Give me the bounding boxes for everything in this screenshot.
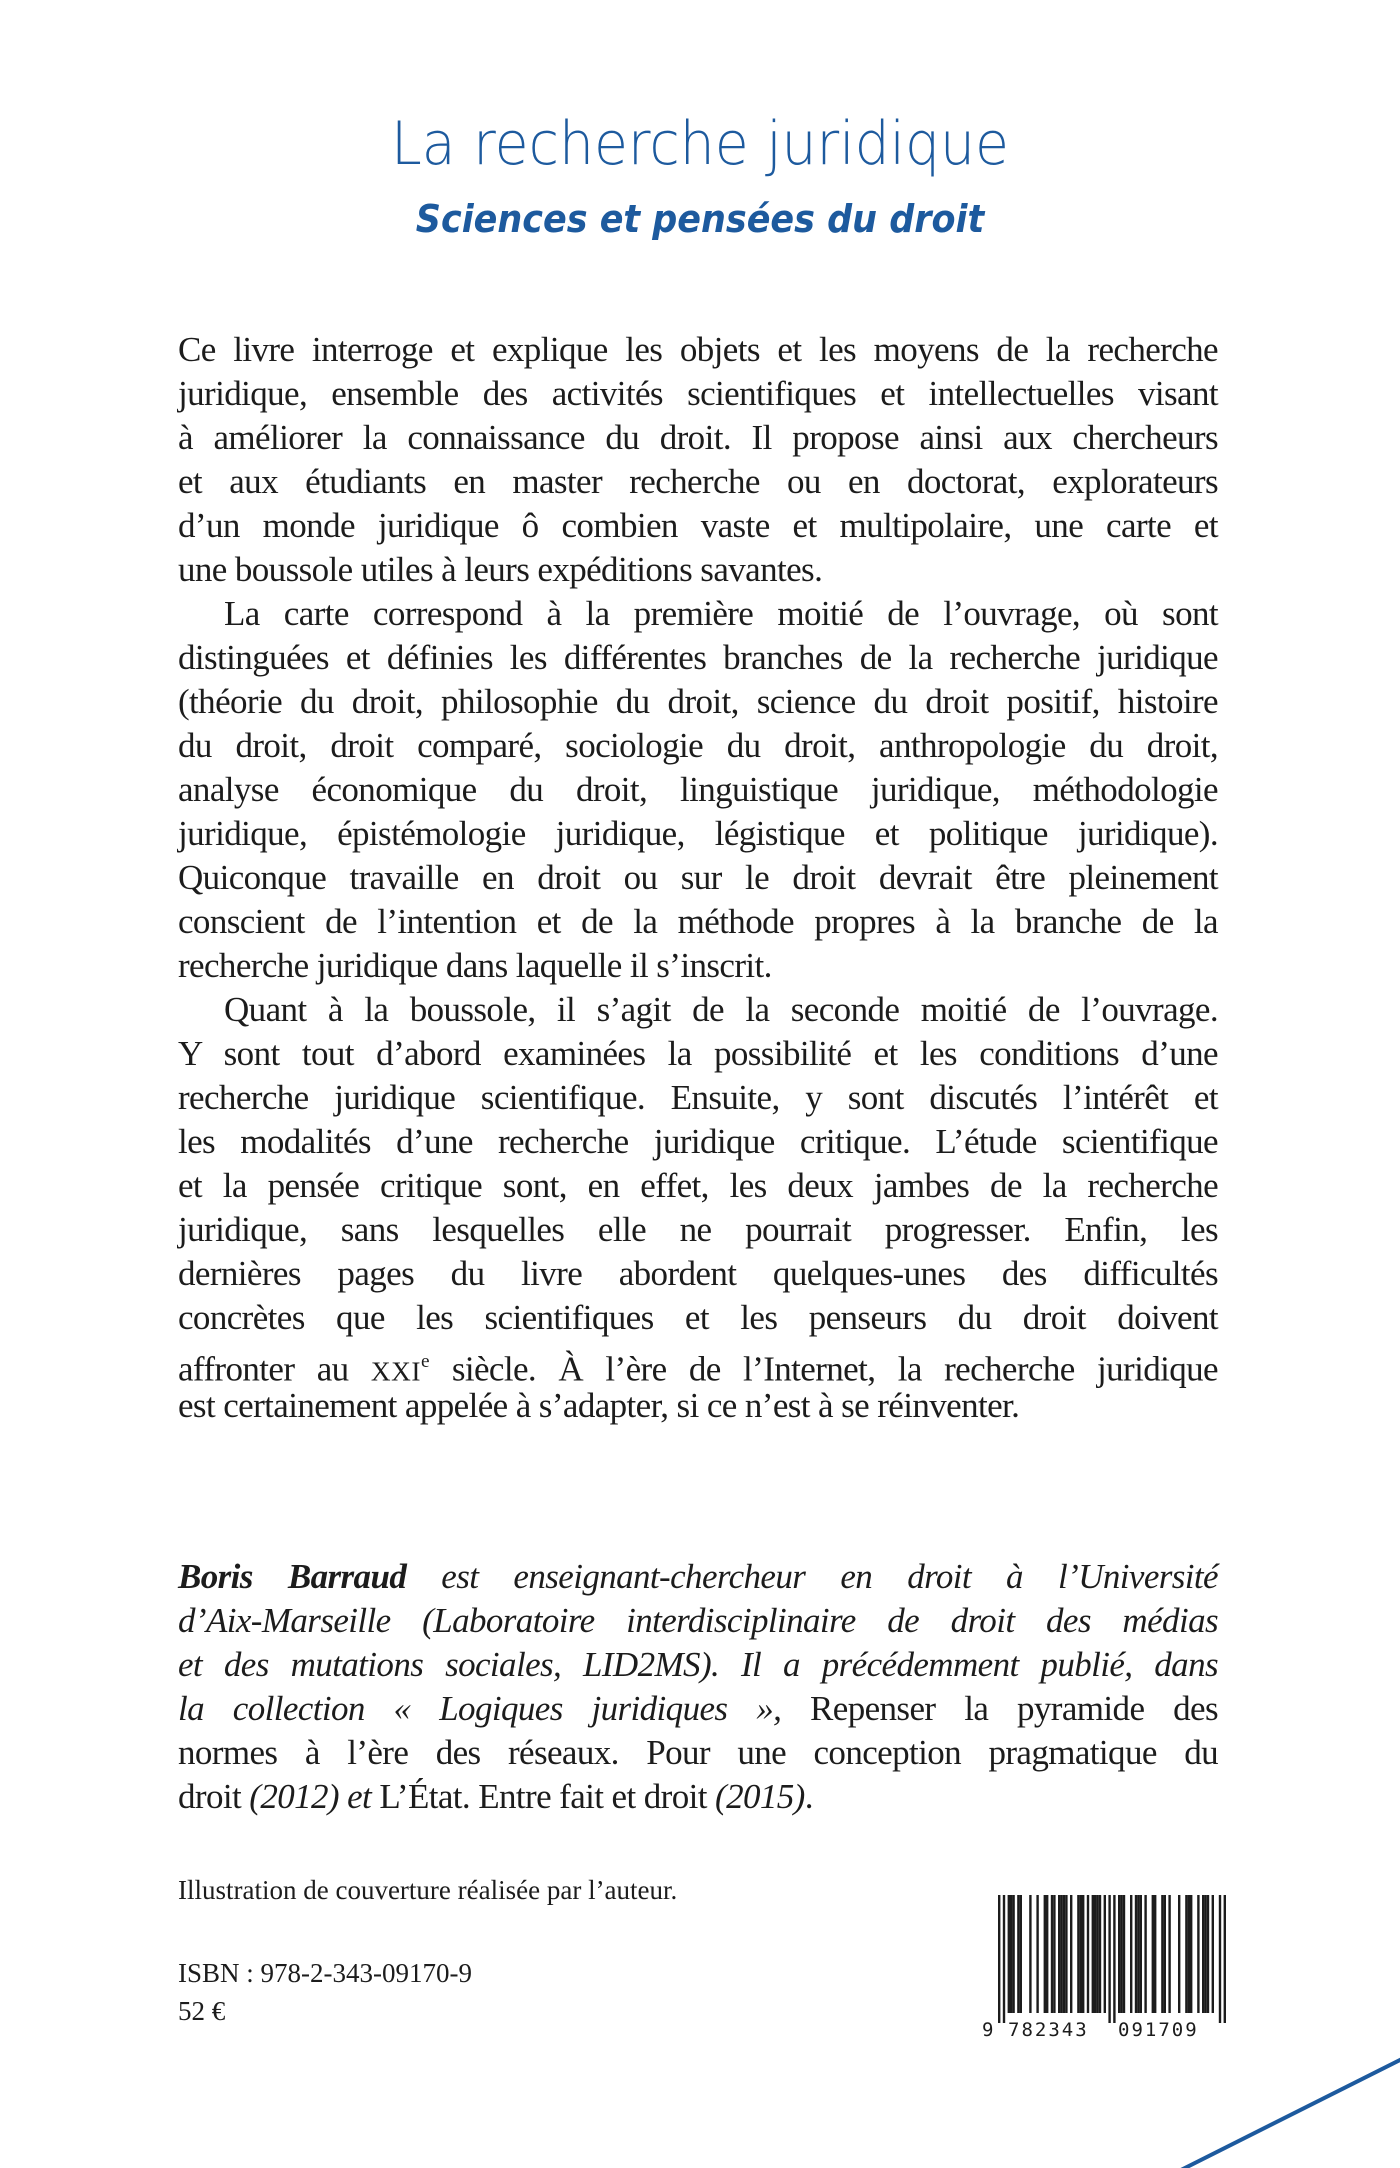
- blurb-paragraph-3: [178, 988, 1218, 1428]
- barcode-bar: [1104, 1895, 1106, 2013]
- barcode-bar: [1118, 1895, 1120, 2013]
- bio-text: (2012) et: [249, 1777, 380, 1816]
- barcode-bar: [1099, 1895, 1101, 2013]
- blurb: [178, 328, 1218, 1428]
- book-reference: L’État. Entre fait et droit: [379, 1777, 716, 1816]
- barcode-bar: [1036, 1895, 1038, 2013]
- bio-text: (2015): [715, 1777, 805, 1816]
- barcode-bar: [1113, 1895, 1115, 2023]
- bio-line: d’Aix-Marseille (Laboratoire interdisciplinaire de droit des médias: [178, 1601, 1218, 1640]
- book-title: La recherche juridique: [391, 109, 1009, 179]
- barcode-bar: [1144, 1895, 1146, 2013]
- text-line: concrètes que les scientifiques et les penseurs du droit doivent: [178, 1298, 1218, 1337]
- barcode-bar: [1065, 1895, 1067, 2013]
- barcode-bar: [1003, 1895, 1005, 2023]
- text-line: est certainement appelée à s’adapter, si ce n’est à se réinventer.: [178, 1386, 1020, 1425]
- text-line: conscient de l’intention et de la méthode propres à la branche de la: [178, 902, 1218, 941]
- text-line: (théorie du droit, philosophie du droit, science du droit positif, histoire: [178, 682, 1218, 721]
- barcode-bar: [1092, 1895, 1094, 2013]
- price: 52 €: [178, 1996, 226, 2026]
- barcode-bar: [998, 1895, 1000, 2023]
- barcode-bar: [1185, 1895, 1187, 2013]
- barcode-bar: [1096, 1895, 1098, 2013]
- barcode-digits-left: 782343: [1008, 2019, 1089, 2040]
- barcode-bar: [1123, 1895, 1125, 2013]
- book-reference: Repenser la pyramide des: [810, 1689, 1218, 1728]
- barcode-bar: [1224, 1895, 1226, 2023]
- barcode-bar: [1154, 1895, 1156, 2013]
- author-bio: [178, 1555, 1218, 1819]
- bio-line: [178, 1555, 1218, 1599]
- bio-line: et des mutations sociales, LID2MS). Il a précédemment publié, dans: [178, 1645, 1218, 1684]
- barcode-bar: [1060, 1895, 1062, 2013]
- text-line: une boussole utiles à leurs expéditions savantes.: [178, 550, 823, 589]
- barcode-bar: [1108, 1895, 1110, 2023]
- barcode-bar: [1029, 1895, 1031, 2013]
- text-line: Y sont tout d’abord examinées la possibilité et les conditions d’une: [178, 1034, 1218, 1073]
- barcode-bar: [1082, 1895, 1084, 2013]
- barcode-bar: [1044, 1895, 1046, 2013]
- text-line: Ce livre interroge et explique les objets et les moyens de la recherche: [178, 330, 1218, 369]
- barcode-bar: [1010, 1895, 1012, 2013]
- barcode-bar: [1161, 1895, 1163, 2013]
- book-subtitle: Sciences et pensées du droit: [415, 197, 985, 241]
- barcode-bar: [1190, 1895, 1192, 2013]
- barcode-bar: [1135, 1895, 1137, 2013]
- text-line: les modalités d’une recherche juridique critique. L’étude scientifique: [178, 1122, 1218, 1161]
- barcode-bar: [1017, 1895, 1019, 2013]
- text-line: La carte correspond à la première moitié de l’ouvrage, où sont: [224, 594, 1218, 633]
- illustration-credit: Illustration de couverture réalisée par l’auteur.: [178, 1875, 678, 1905]
- text-line: juridique, ensemble des activités scientifiques et intellectuelles visant: [178, 374, 1218, 413]
- barcode-bar: [1188, 1895, 1190, 2013]
- barcode-bar: [1168, 1895, 1170, 2013]
- blue-stroke: [1177, 2058, 1400, 2168]
- bio-line: [178, 1687, 1218, 1731]
- text-line: dernières pages du livre abordent quelques-unes des difficultés: [178, 1254, 1218, 1293]
- barcode-bar: [1219, 1895, 1221, 2023]
- barcode-bar: [1053, 1895, 1055, 2013]
- bio-line: normes à l’ère des réseaux. Pour une conception pragmatique du: [178, 1733, 1218, 1772]
- barcode-bar: [1008, 1895, 1010, 2013]
- barcode-bar: [1140, 1895, 1142, 2013]
- century-after: siècle. À l’ère de l’Internet, la recherche juridique: [429, 1349, 1218, 1389]
- barcode-graphic: [980, 1890, 1230, 2040]
- bio-text: est enseignant-chercheur en droit à l’Université: [406, 1557, 1218, 1596]
- cover-footer: [178, 1870, 677, 2030]
- bio-line: [178, 1775, 1218, 1819]
- text-line-century: [178, 1340, 1218, 1389]
- barcode-bar: [1087, 1895, 1089, 2013]
- barcode-bar: [1046, 1895, 1048, 2013]
- author-name: Boris Barraud: [178, 1557, 407, 1596]
- text-line: juridique, épistémologie juridique, légistique et politique juridique).: [178, 814, 1218, 853]
- text-line: d’un monde juridique ô combien vaste et multipolaire, une carte et: [178, 506, 1218, 545]
- bio-text: la collection « Logiques juridiques »,: [178, 1689, 811, 1728]
- text-line: Quant à la boussole, il s’agit de la seconde moitié de l’ouvrage.: [224, 990, 1218, 1029]
- bio-text: .: [804, 1777, 813, 1816]
- barcode-bar: [1202, 1895, 1204, 2013]
- barcode-digit-first: 9: [982, 2019, 994, 2040]
- text-line: juridique, sans lesquelles elle ne pourrait progresser. Enfin, les: [178, 1210, 1218, 1249]
- text-line: et aux étudiants en master recherche ou en doctorat, explorateurs: [178, 462, 1218, 501]
- text-line: analyse économique du droit, linguistique juridique, méthodologie: [178, 770, 1218, 809]
- barcode-bar: [1212, 1895, 1214, 2013]
- text-line: et la pensée critique sont, en effet, les deux jambes de la recherche: [178, 1166, 1218, 1205]
- barcode-bar: [1137, 1895, 1139, 2013]
- barcode-bars: [998, 1895, 1226, 2023]
- text-line: recherche juridique dans laquelle il s’inscrit.: [178, 946, 772, 985]
- isbn-barcode: [980, 1890, 1230, 2040]
- blurb-paragraph-2: [178, 592, 1218, 988]
- barcode-bar: [1080, 1895, 1082, 2013]
- barcode-bar: [1207, 1895, 1209, 2013]
- barcode-bar: [1094, 1895, 1096, 2013]
- barcode-bar: [1204, 1895, 1206, 2013]
- text-line: à améliorer la connaissance du droit. Il propose ainsi aux chercheurs: [178, 418, 1218, 457]
- barcode-bar: [1197, 1895, 1199, 2013]
- century-ordinal: e: [420, 1351, 430, 1372]
- barcode-bar: [1130, 1895, 1132, 2013]
- text-line: du droit, droit comparé, sociologie du droit, anthropologie du droit,: [178, 726, 1218, 765]
- text-line: distinguées et définies les différentes branches de la recherche juridique: [178, 638, 1218, 677]
- blurb-paragraph-1: [178, 328, 1218, 592]
- barcode-bar: [1070, 1895, 1072, 2013]
- barcode-bar: [1051, 1895, 1053, 2013]
- text-line: Quiconque travaille en droit ou sur le droit devrait être pleinement: [178, 858, 1218, 897]
- century-numeral: XXI: [370, 1356, 421, 1387]
- barcode-bar: [1063, 1895, 1065, 2013]
- barcode-bar: [1164, 1895, 1166, 2013]
- isbn: ISBN : 978-2-343-09170-9: [178, 1958, 472, 1988]
- barcode-bar: [1120, 1895, 1122, 2013]
- barcode-bar: [1058, 1895, 1060, 2013]
- barcode-digits-right: 091709: [1118, 2019, 1199, 2040]
- book-reference: droit: [178, 1777, 250, 1816]
- barcode-bar: [1152, 1895, 1154, 2013]
- barcode-bar: [1012, 1895, 1014, 2013]
- barcode-bar: [1178, 1895, 1180, 2013]
- barcode-bar: [1020, 1895, 1022, 2013]
- century-before: affronter au: [178, 1349, 371, 1389]
- barcode-bar: [1077, 1895, 1079, 2013]
- text-line: recherche juridique scientifique. Ensuite, y sont discutés l’intérêt et: [178, 1078, 1218, 1117]
